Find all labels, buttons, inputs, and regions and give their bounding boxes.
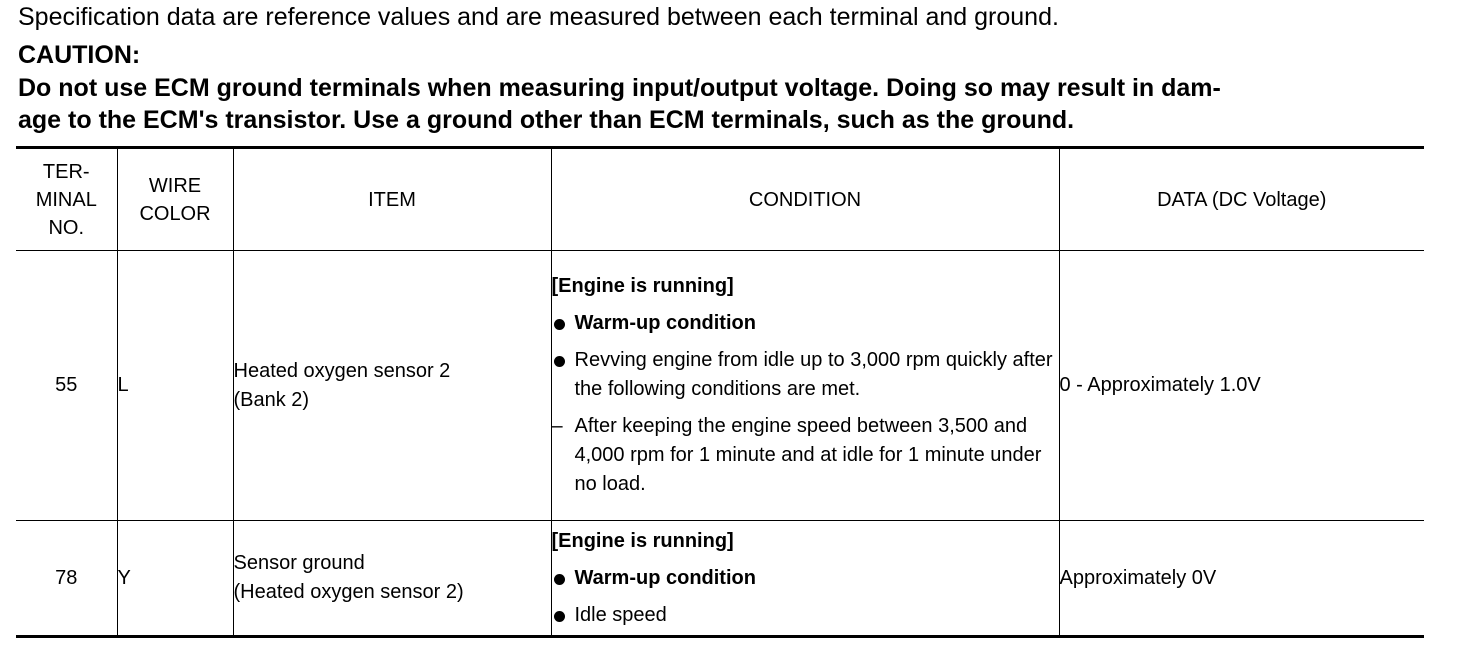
condition-sub-bullet (552, 412, 1059, 499)
caution-body (18, 72, 1438, 136)
item-description (233, 251, 551, 521)
item-line-1: Sensor ground (233, 552, 365, 574)
wire-color: L (117, 251, 233, 521)
condition-bullet (552, 346, 1059, 404)
condition-bullet-text: Warm-up condition (574, 312, 756, 334)
terminal-number: 78 (16, 521, 117, 637)
condition-bullet-text: Revving engine from idle up to 3,000 rpm quickly after the following conditions are met. (574, 349, 1053, 400)
bullet-dot-icon (554, 611, 565, 622)
table-row (16, 251, 1424, 521)
header-terminal-no (16, 148, 117, 251)
terminal-spec-table (16, 146, 1424, 638)
item-line-2: (Heated oxygen sensor 2) (233, 581, 464, 603)
condition-cell (551, 251, 1059, 521)
header-wire-color (117, 148, 233, 251)
caution-line-2: age to the ECM's transistor. Use a ground other than ECM terminals, such as the ground. (18, 106, 1075, 134)
header-terminal-line-2: MINAL (35, 188, 97, 211)
wire-color: Y (117, 521, 233, 637)
caution-title: CAUTION: (18, 41, 141, 69)
caution-line-1: Do not use ECM ground terminals when measuring input/output voltage. Doing so may result in dam- (18, 74, 1221, 102)
bullet-dot-icon (554, 574, 565, 585)
terminal-number: 55 (16, 251, 117, 521)
condition-heading: [Engine is running] (551, 275, 734, 297)
condition-sub-bullet-text: After keeping the engine speed between 3,500 and 4,000 rpm for 1 minute and at idle for 1 minute under no load. (574, 415, 1042, 495)
bullet-dot-icon (554, 319, 565, 330)
header-data: DATA (DC Voltage) (1059, 148, 1424, 251)
condition-heading: [Engine is running] (551, 529, 734, 552)
bullet-dot-icon (554, 356, 565, 367)
dash-icon: – (551, 415, 563, 437)
condition-cell (551, 521, 1059, 637)
condition-bullet (552, 309, 1059, 338)
table-row (16, 521, 1424, 637)
table-header-row (16, 148, 1424, 251)
item-line-1: Heated oxygen sensor 2 (233, 359, 451, 382)
item-description (233, 521, 551, 637)
item-line-2: (Bank 2) (233, 388, 310, 411)
data-value: 0 - Approximately 1.0V (1059, 251, 1424, 521)
data-value: Approximately 0V (1059, 521, 1424, 637)
condition-bullet-text: Idle speed (574, 603, 667, 626)
header-wire-line-2: COLOR (139, 202, 211, 225)
header-terminal-line-1: TER- (42, 160, 90, 183)
condition-bullet (552, 601, 1059, 630)
header-terminal-line-3: NO. (48, 216, 85, 239)
condition-bullet (552, 564, 1059, 593)
header-wire-line-1: WIRE (148, 174, 202, 197)
intro-text: Specification data are reference values and are measured between each terminal and ground. (18, 3, 1059, 31)
header-item: ITEM (233, 148, 551, 251)
header-condition: CONDITION (551, 148, 1059, 251)
condition-bullet-text: Warm-up condition (574, 566, 756, 589)
